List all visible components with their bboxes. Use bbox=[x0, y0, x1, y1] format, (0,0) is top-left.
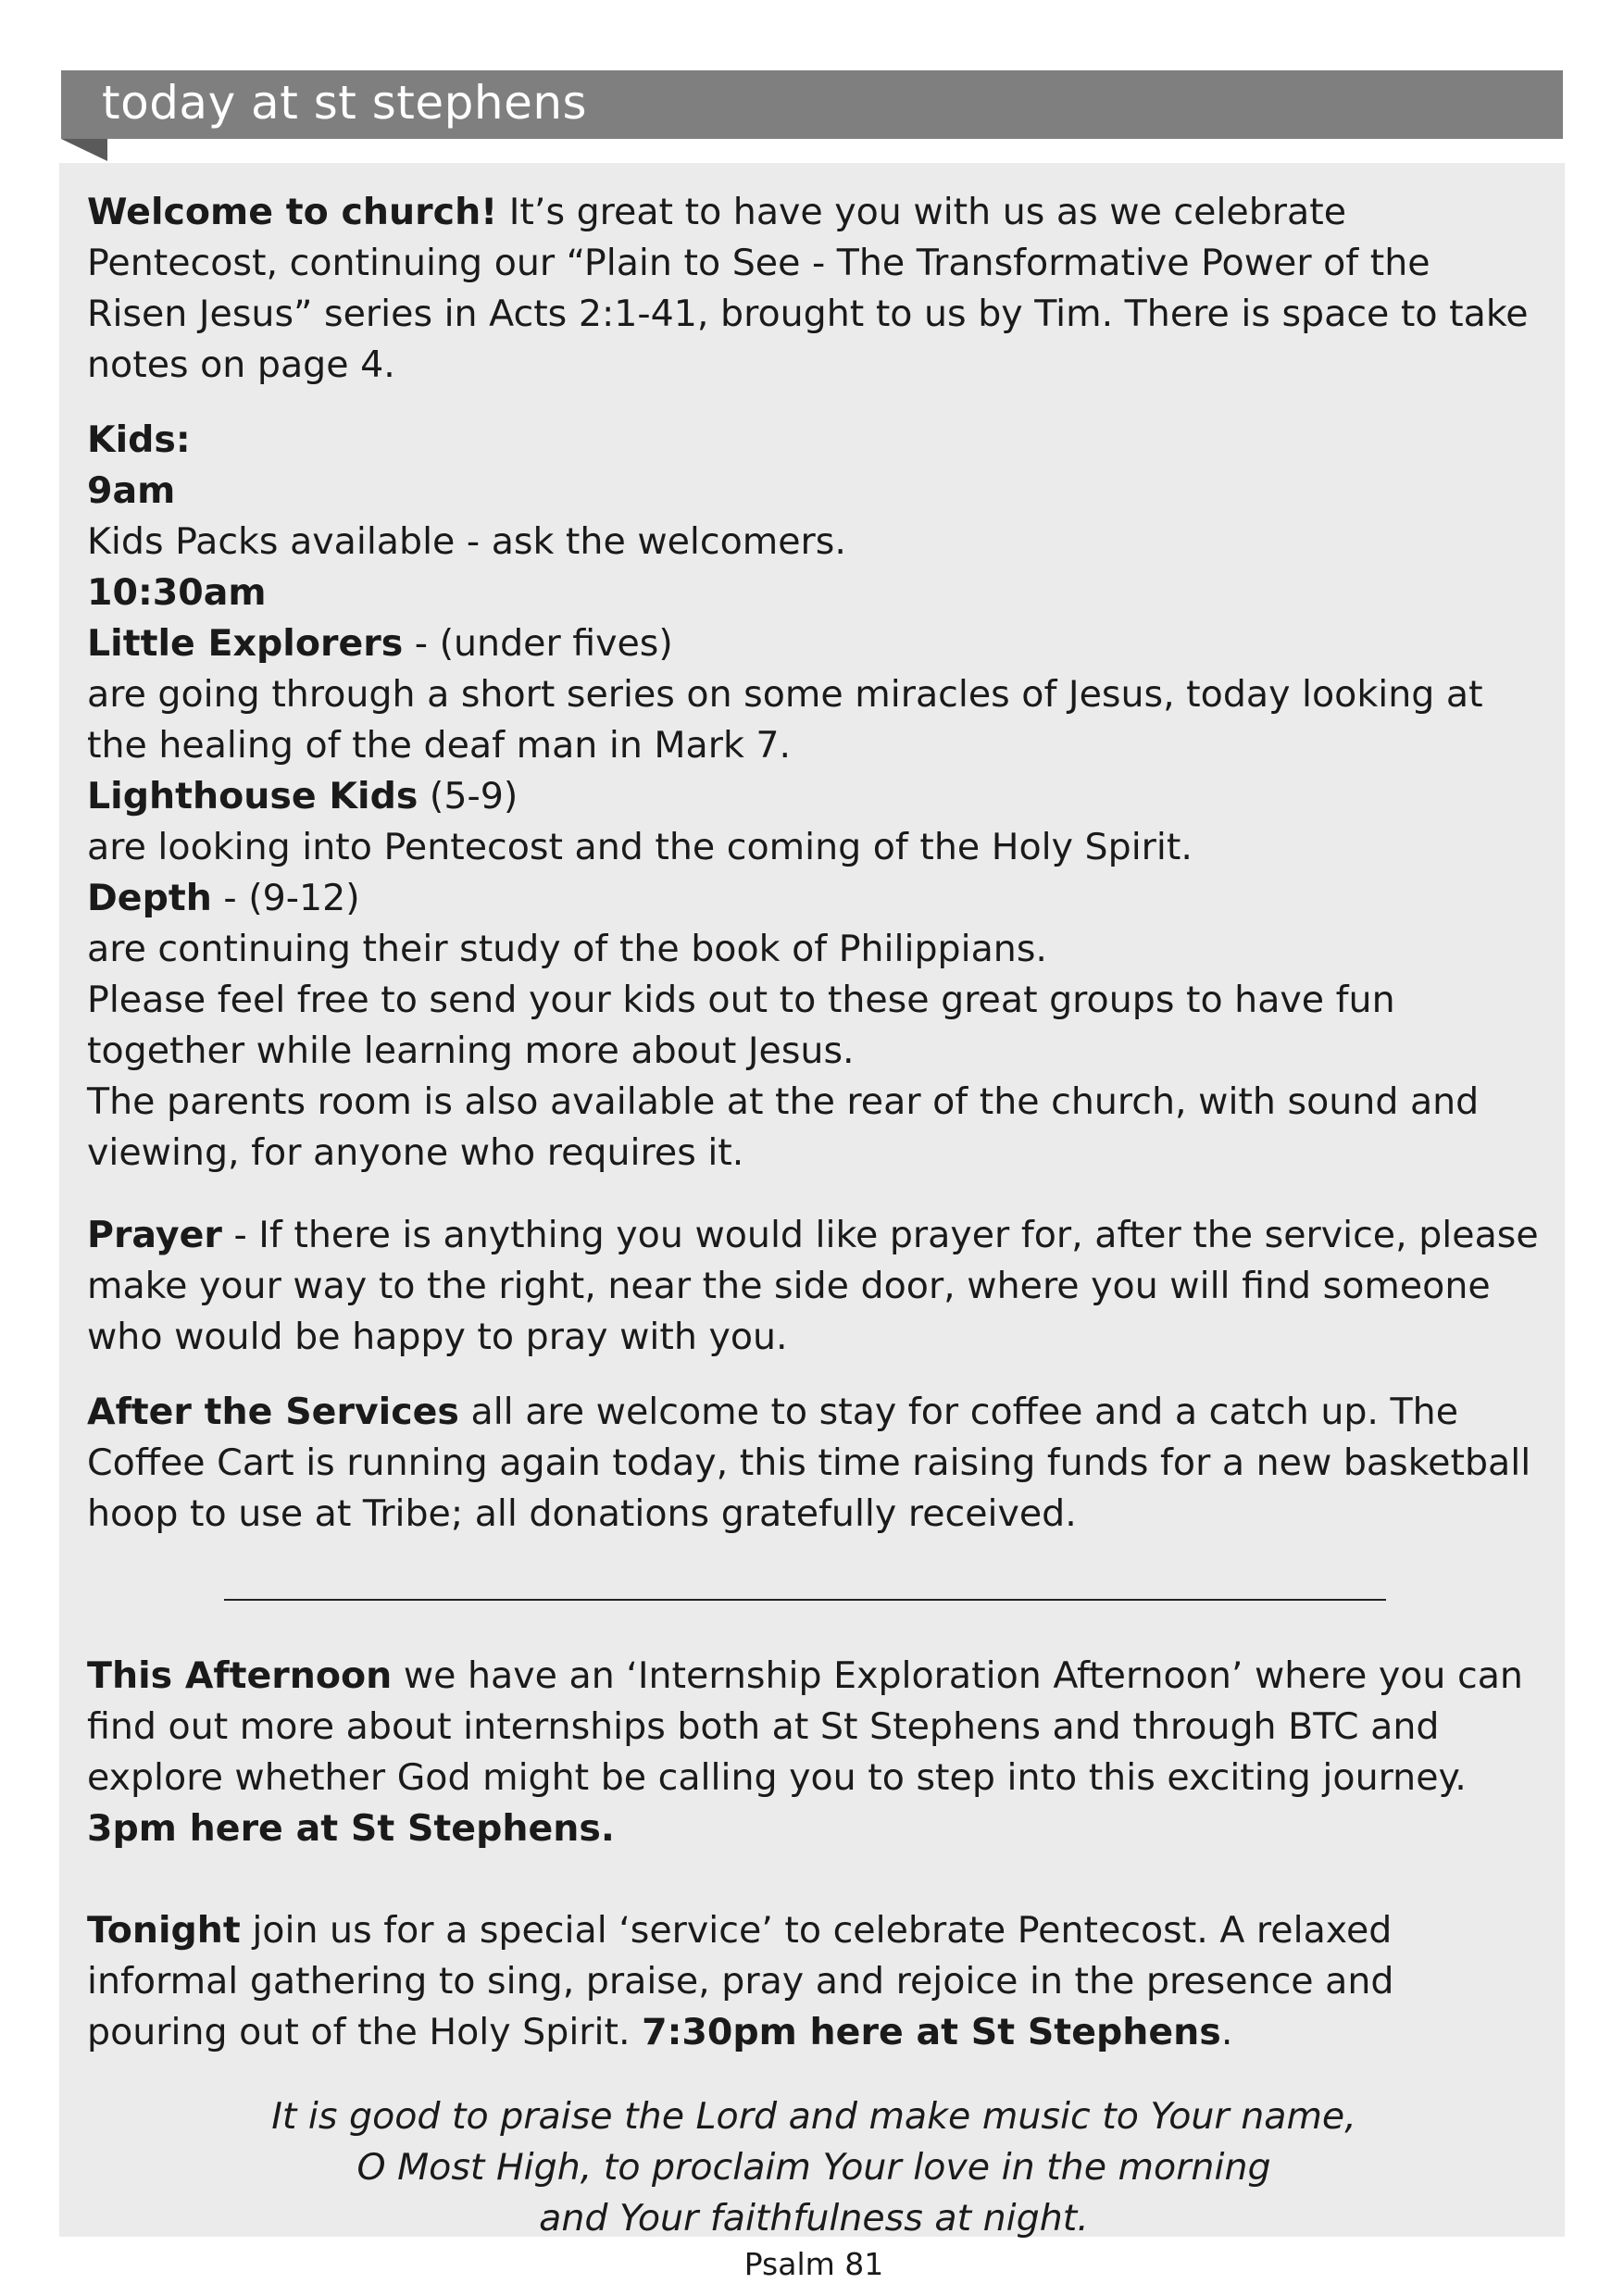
after-services-text: all are welcome to stay for coffee and a catch up. The Coffee Cart is running again today, this time raising funds for a new basketball hoop to use at Tribe; all donations gratefully received. bbox=[87, 1391, 1531, 1535]
prayer-paragraph bbox=[87, 1210, 1541, 1363]
scripture-reference: Psalm 81 bbox=[743, 2246, 884, 2282]
kids-9am-label: 9am bbox=[87, 469, 176, 512]
tonight-when: 7:30pm here at St Stephens bbox=[642, 2011, 1221, 2053]
bulletin-content-panel bbox=[59, 163, 1565, 2282]
welcome-lead: Welcome to church! bbox=[87, 191, 498, 233]
depth-group bbox=[87, 873, 1541, 924]
quote-line-2: O Most High, to proclaim Your love in the morning bbox=[356, 2146, 1271, 2189]
kids-9am-text: Kids Packs available - ask the welcomers. bbox=[87, 520, 846, 563]
tonight-text: join us for a special ‘service’ to celebrate Pentecost. A relaxed informal gathering to sing, praise, pray and rejoice in the presence and pouring out of the Holy Spirit. bbox=[87, 1909, 1394, 2053]
welcome-text: It’s great to have you with us as we celebrate Pentecost, continuing our “Plain to See - The Transformative Power of the Risen Jesus” series in Acts 2:1-41, brought to us by Tim. There is space to take notes on page 4. bbox=[87, 191, 1529, 386]
parents-room-text: The parents room is also available at the rear of the church, with sound and viewing, for anyone who requires it. bbox=[87, 1080, 1480, 1174]
prayer-lead: Prayer bbox=[87, 1214, 222, 1256]
lighthouse-kids-name: Lighthouse Kids bbox=[87, 775, 418, 817]
this-afternoon-text: we have an ‘Internship Exploration Afternoon’ where you can find out more about internships both at St Stephens and through BTC and explore whether God might be calling you to step into this exciting journey. bbox=[87, 1654, 1523, 1799]
tonight-end: . bbox=[1220, 2011, 1233, 2053]
scripture-quote bbox=[87, 2091, 1541, 2244]
little-explorers-name: Little Explorers bbox=[87, 622, 404, 665]
bulletin-text bbox=[87, 187, 1541, 2285]
depth-age: - (9-12) bbox=[211, 877, 360, 919]
lighthouse-kids-text: are looking into Pentecost and the coming of the Holy Spirit. bbox=[87, 826, 1193, 868]
kids-1030-time bbox=[87, 568, 1541, 618]
this-afternoon-when: 3pm here at St Stephens. bbox=[87, 1807, 615, 1850]
kids-9am-time bbox=[87, 466, 1541, 517]
little-explorers bbox=[87, 618, 1541, 669]
section-title: today at st stephens bbox=[102, 76, 588, 130]
lighthouse-kids-age: (5-9) bbox=[418, 775, 518, 817]
depth-text: are continuing their study of the book of Philippians. bbox=[87, 928, 1047, 970]
prayer-text: - If there is anything you would like prayer for, after the service, please make your way to the right, near the side door, where you will find someone who would be happy to pray with you. bbox=[87, 1214, 1539, 1358]
tonight-lead: Tonight bbox=[87, 1909, 241, 1952]
little-explorers-age: - (under fives) bbox=[403, 622, 673, 665]
little-explorers-text: are going through a short series on some miracles of Jesus, today looking at the healing of the deaf man in Mark 7. bbox=[87, 673, 1483, 767]
kids-invite-text: Please feel free to send your kids out to these great groups to have fun together while learning more about Jesus. bbox=[87, 979, 1395, 1072]
after-services-lead: After the Services bbox=[87, 1391, 459, 1433]
section-header bbox=[61, 70, 1563, 139]
lighthouse-kids bbox=[87, 771, 1541, 822]
this-afternoon-paragraph bbox=[87, 1651, 1541, 1854]
quote-line-3: and Your faithfulness at night. bbox=[539, 2197, 1089, 2240]
header-fold-decoration bbox=[61, 139, 107, 161]
quote-line-1: It is good to praise the Lord and make music to Your name, bbox=[271, 2095, 1356, 2138]
kids-heading-label: Kids: bbox=[87, 418, 191, 461]
tonight-paragraph bbox=[87, 1905, 1541, 2058]
after-services-paragraph bbox=[87, 1387, 1541, 1540]
welcome-paragraph bbox=[87, 187, 1541, 391]
kids-heading bbox=[87, 415, 1541, 466]
this-afternoon-lead: This Afternoon bbox=[87, 1654, 393, 1697]
kids-1030-label: 10:30am bbox=[87, 571, 267, 614]
depth-name: Depth bbox=[87, 877, 212, 919]
